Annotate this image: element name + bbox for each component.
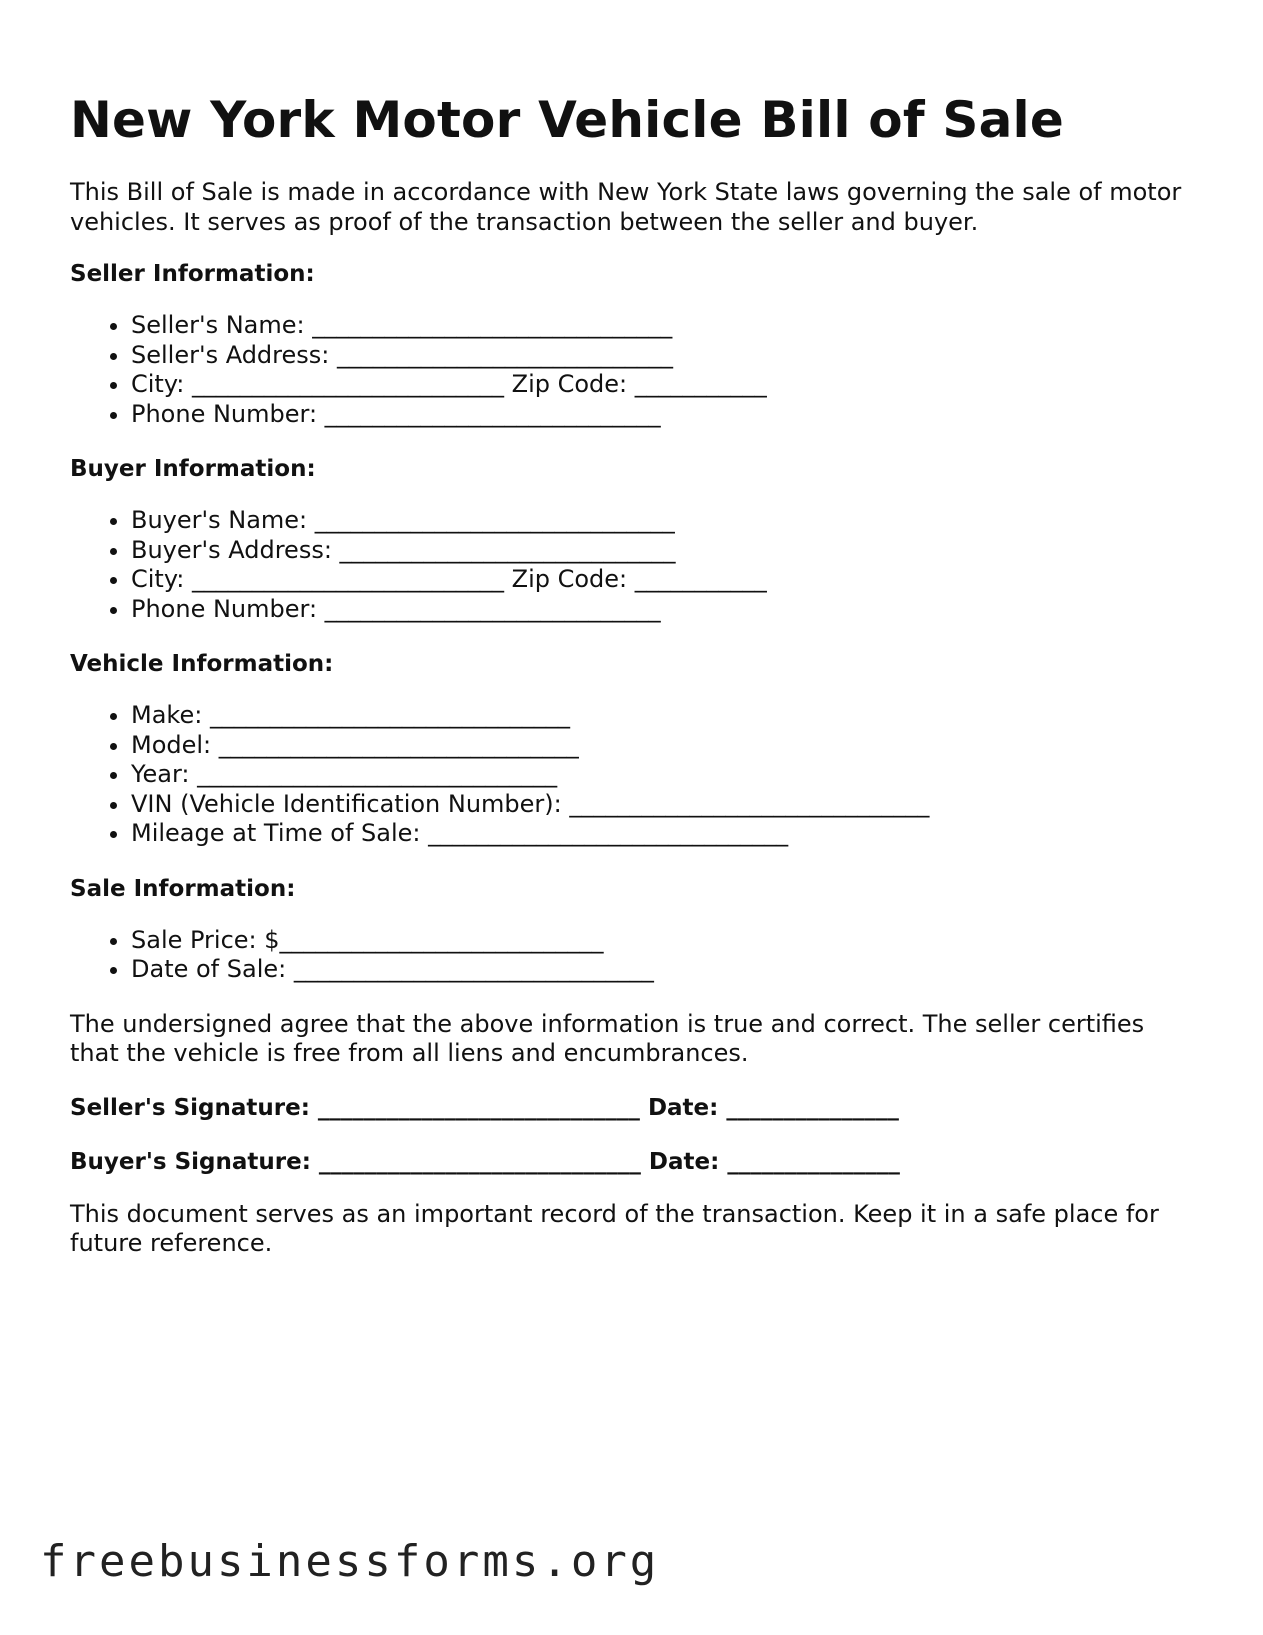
- sale-field-list: [70, 926, 1200, 985]
- seller-name-field: • Seller's Name: ______________________________: [131, 311, 1200, 341]
- vehicle-year-field: • Year: ______________________________: [131, 760, 1200, 790]
- seller-address-field: • Seller's Address: ____________________________: [131, 341, 1200, 371]
- buyer-address-field: • Buyer's Address: ____________________________: [131, 536, 1200, 566]
- buyer-city-zip-field: • City: __________________________ Zip Code: ___________: [131, 565, 1200, 595]
- vehicle-vin-field: • VIN (Vehicle Identification Number): ______________________________: [131, 790, 1200, 820]
- buyer-section-heading: Buyer Information:: [70, 456, 316, 482]
- vehicle-section-heading: Vehicle Information:: [70, 651, 334, 677]
- closing-note: This document serves as an important record of the transaction. Keep it in a safe place for future reference.: [70, 1199, 1159, 1257]
- seller-section-heading: Seller Information:: [70, 261, 315, 287]
- site-watermark: freebusinessforms.org: [40, 1536, 660, 1587]
- buyer-name-field: • Buyer's Name: ______________________________: [131, 506, 1200, 536]
- vehicle-model-field: • Model: ______________________________: [131, 731, 1200, 761]
- vehicle-make-field: • Make: ______________________________: [131, 701, 1200, 731]
- certification-statement: The undersigned agree that the above information is true and correct. The seller certifies that the vehicle is free from all liens and encumbrances.: [70, 1009, 1145, 1067]
- sale-price-field: • Sale Price: $___________________________: [131, 926, 1200, 956]
- buyer-field-list: [70, 506, 1200, 624]
- seller-phone-field: • Phone Number: ____________________________: [131, 400, 1200, 430]
- sale-section-heading: Sale Information:: [70, 875, 296, 902]
- buyer-phone-field: • Phone Number: ____________________________: [131, 595, 1200, 625]
- intro-paragraph: This Bill of Sale is made in accordance with New York State laws governing the sale of motor vehicles. It serves as proof of the transaction between the seller and buyer.: [70, 178, 1182, 236]
- sale-date-field: • Date of Sale: ______________________________: [131, 955, 1200, 985]
- document-page: [70, 80, 1200, 1259]
- seller-signature-line: Seller's Signature: ____________________________ Date: _______________: [70, 1094, 899, 1121]
- vehicle-mileage-field: • Mileage at Time of Sale: ______________________________: [131, 819, 1200, 849]
- buyer-signature-line: Buyer's Signature: ____________________________ Date: _______________: [70, 1148, 900, 1175]
- vehicle-field-list: [70, 701, 1200, 849]
- seller-city-zip-field: • City: __________________________ Zip Code: ___________: [131, 370, 1200, 400]
- seller-field-list: [70, 311, 1200, 429]
- page-title: New York Motor Vehicle Bill of Sale: [70, 91, 1065, 149]
